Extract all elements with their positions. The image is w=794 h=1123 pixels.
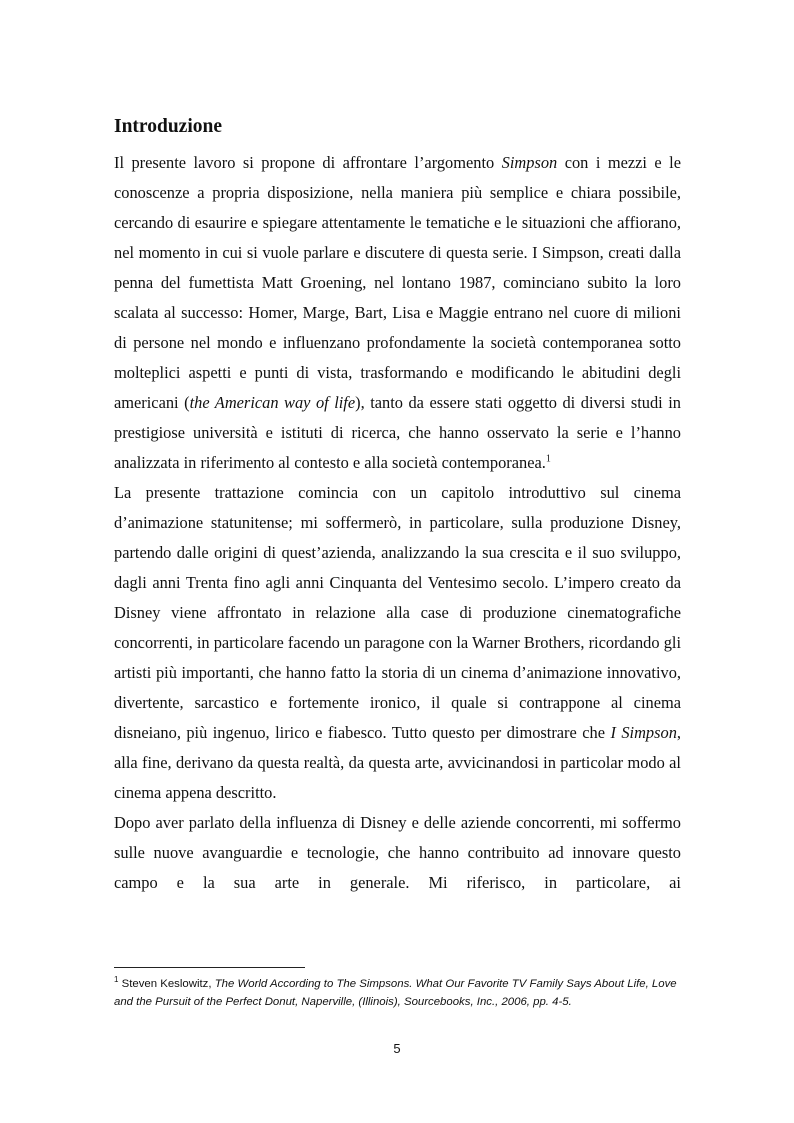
paragraph-2-segment-1: La presente trattazione comincia con un capitolo introduttivo sul cinema d’animazione statunitense; mi soffermerò, in particolare, sulla produzione Disney, partendo dalle origini di quest’azienda, analizzando la sua crescita e il suo sviluppo, dagli anni Trenta fino agli anni Cinquanta del Ventesimo secolo. L’impero creato da Disney viene affrontato in relazione alla case di produzione cinematografiche concorrenti, in particolare facendo un paragone con la Warner Brothers, ricordando gli artisti più importanti, che hanno fatto la storia di un cinema d’animazione innovativo, divertente, sarcastico e fortemente ironico, il quale si contrappone al cinema disneiano, più ingenuo, lirico e fiabesco. Tutto questo per dimostrare che xyxy=(114,483,681,742)
section-heading: Introduzione xyxy=(114,116,222,137)
paragraph-1-segment-5: ), tanto da essere stati oggetto di diversi studi in prestigiose università e istituti di ricerca, che hanno osservato la serie e l’hanno analizzata in riferimento al contesto e alla società contemporanea. xyxy=(114,393,681,472)
paragraph-1-segment-3: con i mezzi e le conoscenze a propria disposizione, nella maniera più semplice e chiara possibile, cercando di esaurire e spiegare attentamente le tematiche e le situazioni che affiorano, nel momento in cui si vuole parlare e discutere di questa serie. I Simpson, creati dalla penna del fumettista Matt Groening, nel lontano 1987, cominciano subito la loro scalata al successo: Homer, Marge, Bart, Lisa e Maggie entrano nel cuore di milioni di persone nel mondo e influenzano profondamente la società contemporanea sotto molteplici aspetti e punti di vista, trasformando e modificando le abitudini degli americani ( xyxy=(114,153,681,412)
paragraph-3-segment-1: Dopo aver parlato della influenza di Disney e delle aziende concorrenti, mi soffermo sulle nuove avanguardie e tecnologie, che hanno contribuito ad innovare questo campo e la sua arte in generale. Mi riferisco, in particolare, ai xyxy=(114,813,681,892)
footnote-author: Steven Keslowitz, xyxy=(121,978,215,990)
paragraph-1-segment-2: Simpson xyxy=(501,153,558,172)
paragraph-2 xyxy=(114,478,681,808)
footnote-citation: The World According to The Simpsons. What Our Favorite TV Family Says About Life, Love and the Pursuit of the Perfect Donut, Naperville, (Illinois), Sourcebooks, Inc., 2006, pp. 4-5. xyxy=(114,978,677,1008)
footnote xyxy=(114,975,684,1011)
paragraph-1-segment-1: Il presente lavoro si propone di affrontare l’argomento xyxy=(114,153,502,172)
paragraph-1 xyxy=(114,148,681,478)
paragraph-2-segment-2: I Simpson xyxy=(610,723,677,742)
body-text xyxy=(114,148,681,898)
footnote-separator xyxy=(114,967,305,968)
paragraph-1-segment-4: the American way of life xyxy=(189,393,356,412)
paragraph-3 xyxy=(114,808,681,898)
footnote-marker: 1 xyxy=(114,975,119,985)
footnote-reference: 1 xyxy=(545,453,551,465)
page-number: 5 xyxy=(393,1041,401,1056)
paragraph-2-segment-3: , alla fine, derivano da questa realtà, da questa arte, avvicinandosi in particolar modo al cinema appena descritto. xyxy=(114,723,682,802)
